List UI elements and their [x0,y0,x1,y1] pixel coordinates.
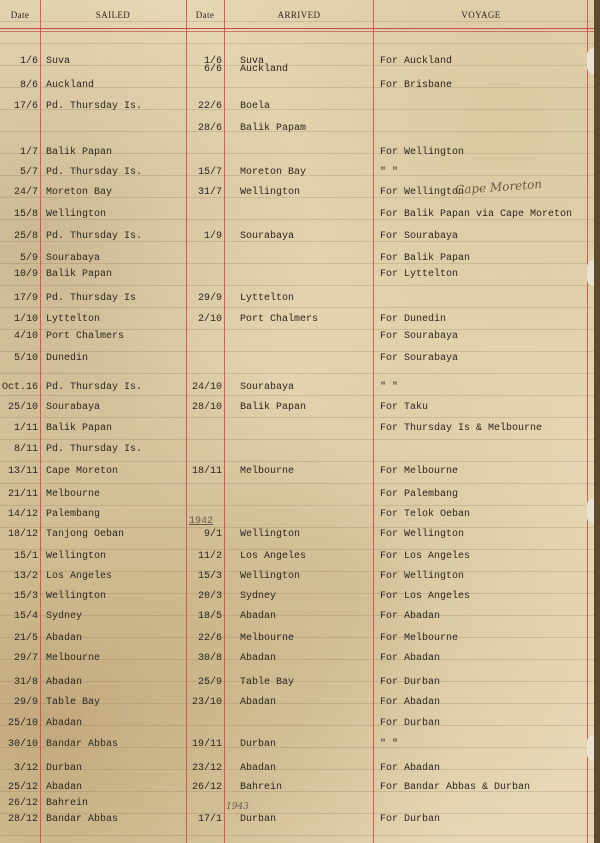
sailed-port-cell: Balik Papan [46,269,113,280]
sailed-date-cell: 5/7 [19,167,38,178]
arrived-port-cell: Durban [240,814,277,825]
ledger-row [0,313,594,329]
arrived-port-cell: Wellington [240,187,301,198]
sailed-port-cell: Abadan [46,782,83,793]
voyage-cell: For Balik Papan via Cape Moreton [380,209,573,220]
sailed-date-cell: 14/12 [7,509,38,520]
arrived-port-cell: Wellington [240,529,301,540]
voyage-cell: For Wellington [380,147,465,158]
ledger-row [0,146,594,162]
sailed-date-cell: 1/11 [13,423,38,434]
voyage-cell: For Abadan [380,697,441,708]
ledger-row [0,762,594,778]
voyage-cell: For Melbourne [380,466,459,477]
sailed-port-cell: Lyttelton [46,314,101,325]
arrived-date-cell: 6/6 [203,64,222,75]
ledger-row [0,717,594,733]
header-arrived: ARRIVED [277,10,321,20]
arrived-port-cell: Lyttelton [240,293,295,304]
arrived-port-cell: Melbourne [240,633,295,644]
arrived-date-cell: 28/6 [197,123,222,134]
ledger-row [0,652,594,668]
ledger-row [0,422,594,438]
arrived-date-cell: 2/10 [197,314,222,325]
sailed-port-cell: Pd. Thursday Is. [46,231,143,242]
handwritten-year-1942: 1942 [189,516,214,527]
sailed-port-cell: Wellington [46,551,107,562]
ledger-row [0,330,594,346]
ledger-row [0,230,594,246]
arrived-port-cell: Sourabaya [240,382,295,393]
sailed-date-cell: 15/8 [13,209,38,220]
sailed-port-cell: Abadan [46,718,83,729]
sailed-date-cell: 13/2 [13,571,38,582]
sailed-date-cell: 21/5 [13,633,38,644]
sailed-port-cell: Suva [46,56,71,67]
sailed-port-cell: Palembang [46,509,101,520]
arrived-port-cell: Abadan [240,611,277,622]
arrived-port-cell: Moreton Bay [240,167,307,178]
voyage-cell: For Auckland [380,56,453,67]
arrived-port-cell: Auckland [240,64,289,75]
arrived-port-cell: Boela [240,101,271,112]
sailed-date-cell: 24/7 [13,187,38,198]
sailed-date-cell: 29/9 [13,697,38,708]
ledger-row [0,610,594,626]
arrived-date-cell: 18/5 [197,611,222,622]
sailed-port-cell: Dunedin [46,353,89,364]
sailed-port-cell: Pd. Thursday Is. [46,167,143,178]
arrived-port-cell: Los Angeles [240,551,307,562]
ledger-row [0,676,594,692]
voyage-cell: For Sourabaya [380,353,459,364]
sailed-date-cell: 15/4 [13,611,38,622]
header-rule-double [0,31,594,32]
ledger-row [0,632,594,648]
arrived-date-cell: 23/10 [191,697,222,708]
sailed-date-cell: 13/11 [7,466,38,477]
arrived-port-cell: Suva [240,56,265,67]
voyage-cell: For Wellington [380,571,465,582]
sailed-date-cell: 1/7 [19,147,38,158]
sailed-port-cell: Durban [46,763,83,774]
sailed-date-cell: 10/9 [13,269,38,280]
arrived-port-cell: Durban [240,739,277,750]
ledger-row [0,590,594,606]
sailed-date-cell: 15/1 [13,551,38,562]
header-rule [0,28,594,29]
header-date-arrived: Date [195,10,215,20]
arrived-date-cell: 20/3 [197,591,222,602]
ledger-row [0,465,594,481]
ledger-row [0,252,594,268]
sailed-port-cell: Sourabaya [46,253,101,264]
arrived-port-cell: Melbourne [240,466,295,477]
ledger-row [0,352,594,368]
ledger-row [0,186,594,202]
ledger-row [0,738,594,754]
voyage-cell: For Durban [380,814,441,825]
ledger-row [0,696,594,712]
voyage-cell: For Durban [380,677,441,688]
arrived-date-cell: 29/9 [197,293,222,304]
voyage-cell: For Los Angeles [380,591,471,602]
handwritten-moreton-note: Cape Moreton [454,176,543,198]
arrived-date-cell: 22/6 [197,633,222,644]
voyage-cell: For Sourabaya [380,231,459,242]
sailed-date-cell: 17/6 [13,101,38,112]
sailed-date-cell: 29/7 [13,653,38,664]
handwritten-year-1943: 1943 [226,802,249,812]
arrived-date-cell: 22/6 [197,101,222,112]
sailed-port-cell: Auckland [46,80,95,91]
sailed-date-cell: 30/10 [7,739,38,750]
arrived-port-cell: Table Bay [240,677,295,688]
sailed-port-cell: Sourabaya [46,402,101,413]
arrived-date-cell: 11/2 [197,551,222,562]
ledger-row [0,570,594,586]
voyage-cell: " " [380,739,399,750]
arrived-date-cell: 28/10 [191,402,222,413]
arrived-date-cell: 25/9 [197,677,222,688]
header-date-sailed: Date [10,10,30,20]
voyage-cell: For Melbourne [380,633,459,644]
sailed-date-cell: 28/12 [7,814,38,825]
ledger-row [0,166,594,182]
voyage-cell: For Los Angeles [380,551,471,562]
sailed-port-cell: Pd. Thursday Is. [46,444,143,455]
voyage-cell: For Bandar Abbas & Durban [380,782,531,793]
sailed-port-cell: Moreton Bay [46,187,113,198]
arrived-port-cell: Sourabaya [240,231,295,242]
arrived-port-cell: Abadan [240,653,277,664]
ledger-row [0,79,594,95]
arrived-date-cell: 9/1 [203,529,222,540]
arrived-date-cell: 23/12 [191,763,222,774]
ledger-row [0,528,594,544]
sailed-date-cell: 18/12 [7,529,38,540]
sailed-date-cell: 8/6 [19,80,38,91]
header-sailed: SAILED [95,10,131,20]
sailed-date-cell: 5/10 [13,353,38,364]
sailed-date-cell: 25/8 [13,231,38,242]
arrived-date-cell: 30/8 [197,653,222,664]
sailed-port-cell: Pd. Thursday Is. [46,382,143,393]
sailed-date-cell: 1/6 [19,56,38,67]
ledger-row [0,401,594,417]
ledger-row [0,122,594,138]
arrived-date-cell: 18/11 [191,466,222,477]
sailed-date-cell: 25/10 [7,718,38,729]
sailed-port-cell: Table Bay [46,697,101,708]
sailed-date-cell: 5/9 [19,253,38,264]
arrived-date-cell: 1/6 [203,56,222,67]
sailed-port-cell: Melbourne [46,489,101,500]
ledger-row [0,63,594,79]
sailed-port-cell: Bahrein [46,798,89,809]
sailed-date-cell: 17/9 [13,293,38,304]
sailed-port-cell: Bandar Abbas [46,814,119,825]
arrived-port-cell: Bahrein [240,782,283,793]
voyage-cell: For Lyttelton [380,269,459,280]
sailed-date-cell: 3/12 [13,763,38,774]
ledger-row [0,508,594,524]
ledger-row [0,381,594,397]
arrived-date-cell: 19/11 [191,739,222,750]
arrived-date-cell: 15/7 [197,167,222,178]
sailed-port-cell: Pd. Thursday Is. [46,101,143,112]
page-edge [594,0,600,843]
voyage-cell: For Wellington [380,529,465,540]
ledger-row [0,268,594,284]
sailed-date-cell: 15/3 [13,591,38,602]
ledger-row [0,292,594,308]
sailed-date-cell: 31/8 [13,677,38,688]
ledger-row [0,100,594,116]
sailed-date-cell: 21/11 [7,489,38,500]
voyage-cell: For Abadan [380,653,441,664]
voyage-cell: For Dunedin [380,314,447,325]
arrived-port-cell: Abadan [240,697,277,708]
sailed-port-cell: Sydney [46,611,83,622]
arrived-port-cell: Balik Papan [240,402,307,413]
voyage-cell: For Telok Oeban [380,509,471,520]
arrived-port-cell: Balik Papam [240,123,307,134]
arrived-date-cell: 1/9 [203,231,222,242]
voyage-cell: For Durban [380,718,441,729]
sailed-date-cell: Oct.16 [2,382,39,393]
sailed-port-cell: Abadan [46,633,83,644]
ledger-row [0,443,594,459]
sailed-port-cell: Bandar Abbas [46,739,119,750]
voyage-cell: " " [380,167,399,178]
sailed-port-cell: Pd. Thursday Is [46,293,137,304]
voyage-cell: For Abadan [380,763,441,774]
sailed-port-cell: Melbourne [46,653,101,664]
sailed-port-cell: Balik Papan [46,423,113,434]
voyage-cell: " " [380,382,399,393]
voyage-cell: For Thursday Is & Melbourne [380,423,543,434]
arrived-date-cell: 15/3 [197,571,222,582]
sailed-port-cell: Los Angeles [46,571,113,582]
sailed-port-cell: Abadan [46,677,83,688]
arrived-port-cell: Sydney [240,591,277,602]
sailed-port-cell: Balik Papan [46,147,113,158]
header-voyage: VOYAGE [461,10,501,20]
sailed-date-cell: 26/12 [7,798,38,809]
sailed-port-cell: Wellington [46,209,107,220]
arrived-date-cell: 31/7 [197,187,222,198]
sailed-date-cell: 4/10 [13,331,38,342]
sailed-port-cell: Tanjong Oeban [46,529,125,540]
sailed-date-cell: 8/11 [13,444,38,455]
arrived-port-cell: Abadan [240,763,277,774]
voyage-cell: For Taku [380,402,429,413]
sailed-date-cell: 1/10 [13,314,38,325]
ledger-row [0,781,594,797]
voyage-cell: For Sourabaya [380,331,459,342]
arrived-port-cell: Port Chalmers [240,314,319,325]
arrived-port-cell: Wellington [240,571,301,582]
voyage-cell: For Balik Papan [380,253,471,264]
sailed-date-cell: 25/12 [7,782,38,793]
ledger-row [0,488,594,504]
sailed-date-cell: 25/10 [7,402,38,413]
ledger-row [0,550,594,566]
voyage-cell: For Palembang [380,489,459,500]
sailed-port-cell: Wellington [46,591,107,602]
voyage-cell: For Abadan [380,611,441,622]
ledger-row [0,208,594,224]
ledger-row [0,797,594,813]
arrived-date-cell: 24/10 [191,382,222,393]
voyage-cell: For Wellington [380,187,465,198]
voyage-cell: For Brisbane [380,80,453,91]
arrived-date-cell: 17/1 [197,814,222,825]
arrived-date-cell: 26/12 [191,782,222,793]
ledger-row [0,813,594,829]
sailed-port-cell: Cape Moreton [46,466,119,477]
sailed-port-cell: Port Chalmers [46,331,125,342]
